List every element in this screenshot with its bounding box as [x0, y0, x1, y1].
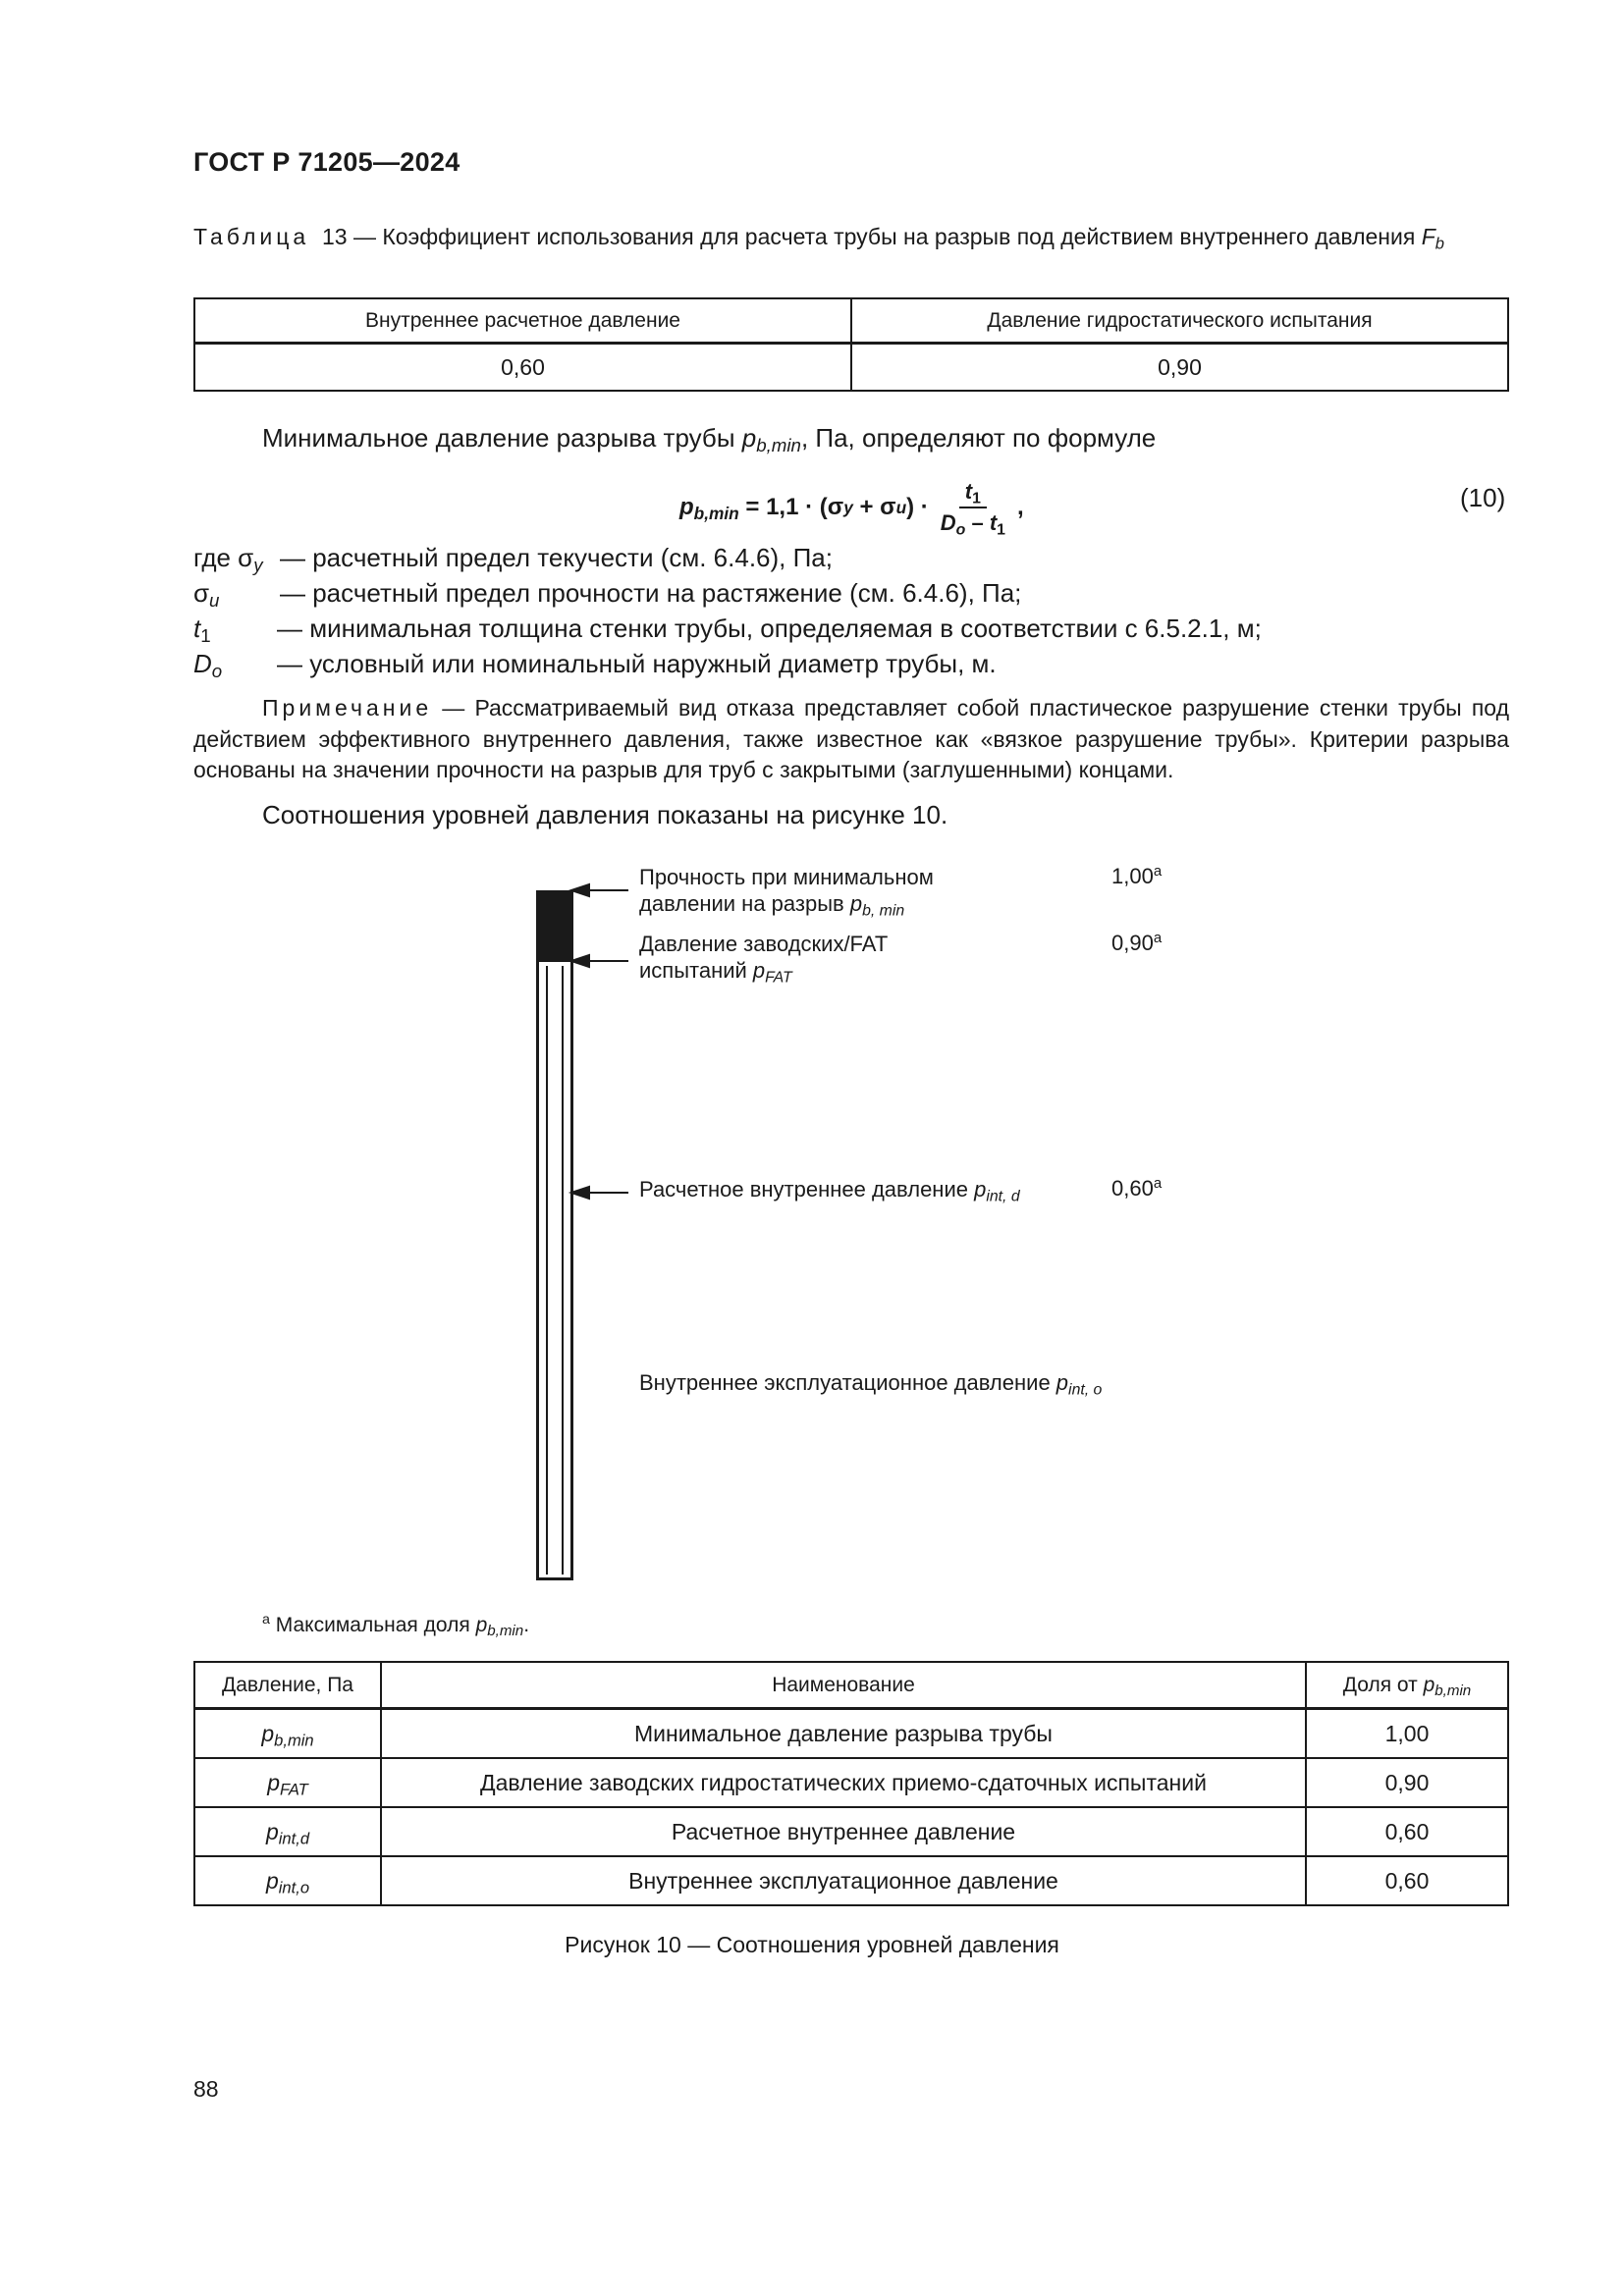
label-line: [639, 957, 888, 987]
table-row: [194, 1758, 1508, 1807]
footnote-text: Максимальная доля: [269, 1614, 476, 1636]
table-header-cell: Давление, Па: [194, 1662, 381, 1709]
variable-sub: b,min: [1435, 1682, 1472, 1699]
figure-value-design: [1111, 1176, 1162, 1201]
value-text: 1,00: [1111, 864, 1154, 888]
label-text: давлении на разрыв: [639, 891, 850, 917]
footnote-text: .: [523, 1614, 530, 1636]
variable: σ: [238, 543, 254, 572]
variable-sub: FAT: [765, 969, 792, 987]
variable-sub: 1: [972, 490, 981, 507]
footnote-mark: a: [1153, 862, 1163, 880]
variable: p: [261, 1720, 275, 1746]
footnote-mark: a: [1153, 929, 1163, 946]
variable: p: [752, 958, 766, 984]
variable-sub: 1: [200, 625, 211, 647]
table-cell: Минимальное давление разрыва трубы: [381, 1709, 1306, 1759]
table-cell: [194, 1709, 381, 1759]
formula-text: –: [965, 510, 990, 535]
header-text: Доля от: [1342, 1673, 1424, 1696]
variable-sub: y: [253, 555, 263, 576]
label-text: испытаний: [639, 958, 753, 984]
variable-sub: y: [843, 498, 853, 517]
equation-number: (10): [1460, 483, 1506, 512]
definition-text: — условный или номинальный наружный диаметр трубы, м.: [277, 649, 997, 678]
table-cell: Внутреннее эксплуатационное давление: [381, 1856, 1306, 1905]
table-cell: 0,60: [194, 344, 851, 392]
table-cell: [194, 1758, 381, 1807]
table-cell: 1,00: [1306, 1709, 1508, 1759]
figure-caption: Рисунок 10 — Соотношения уровней давления: [565, 1932, 1059, 1957]
variable-sub: FAT: [280, 1780, 308, 1799]
table-header-row: [194, 1662, 1508, 1709]
figure-reference-paragraph: Соотношения уровней давления показаны на рисунке 10.: [262, 800, 948, 829]
table-cell: 0,90: [1306, 1758, 1508, 1807]
variable: p: [267, 1769, 280, 1795]
figure-label-operating: [639, 1369, 1103, 1399]
text-span: , Па, определяют по формуле: [800, 423, 1157, 453]
page-number: 88: [193, 2076, 219, 2102]
figure-value-burst: [1111, 864, 1162, 889]
note-text: — Рассматриваемый вид отказа представляет собой пластическое разрушение стенки трубы под действием эффективного внутреннего давления, также известное как «вязкое разрушение трубы». Критерии разрыва основаны на значении прочности на разрыв для труб с закрытыми (заглушенными) концами.: [193, 695, 1509, 783]
variable-sub: b,min: [756, 435, 801, 456]
variable: t: [193, 614, 201, 643]
table-cell: Давление заводских гидростатических приемо-сдаточных испытаний: [381, 1758, 1306, 1807]
variable: p: [475, 1614, 488, 1636]
footnote-mark: a: [262, 1612, 270, 1629]
text-span: Минимальное давление разрыва трубы: [262, 423, 742, 453]
variable-sub: b,min: [487, 1623, 524, 1640]
arrow-head-icon: [571, 884, 589, 896]
figure-10-table: [193, 1661, 1509, 1906]
value-text: 0,90: [1111, 931, 1154, 955]
table-cell: 0,60: [1306, 1807, 1508, 1856]
table-title-variable-sub: b: [1435, 234, 1444, 253]
table-title-variable: F: [1421, 224, 1435, 249]
figure-footnote: [262, 1612, 530, 1640]
variable-sub: u: [895, 498, 907, 517]
variable: t: [964, 479, 973, 504]
definition-prefix: где: [193, 543, 239, 572]
table-label: Таблица: [193, 224, 310, 249]
label-line: [639, 890, 934, 920]
definition-text: — расчетный предел текучести (см. 6.4.6), Па;: [280, 543, 833, 572]
note-label: Примечание: [262, 695, 433, 721]
label-line: Давление заводских/FAT: [639, 932, 889, 956]
figure-value-fat: [1111, 931, 1162, 956]
definition-text: — минимальная толщина стенки трубы, определяемая в соответствии с 6.5.2.1, м;: [277, 614, 1262, 643]
arrow-head-icon: [571, 1187, 589, 1199]
table-cell: [194, 1807, 381, 1856]
table-row: [194, 1807, 1508, 1856]
variable-sub: u: [209, 590, 220, 612]
variable: σ: [880, 494, 896, 520]
figure-label-fat: [639, 931, 889, 987]
label-text: Расчетное внутреннее давление: [639, 1177, 975, 1201]
figure-label-burst: [639, 864, 934, 920]
variable: p: [1056, 1370, 1069, 1395]
variable: p: [974, 1177, 987, 1201]
table-row: [194, 1709, 1508, 1759]
variable-sub: o: [211, 661, 223, 682]
variable-sub: o: [955, 521, 966, 539]
variable: σ: [193, 578, 210, 608]
variable: p: [679, 494, 694, 520]
variable-sub: int, o: [1068, 1381, 1103, 1399]
variable-sub: b,min: [693, 503, 739, 523]
variable-sub: int, d: [986, 1188, 1020, 1205]
label-line: Прочность при минимальном: [639, 865, 934, 889]
arrow-head-icon: [571, 955, 589, 967]
variable: D: [940, 510, 956, 535]
formula-text: +: [852, 494, 881, 520]
label-text: Внутреннее эксплуатационное давление: [639, 1370, 1056, 1395]
table-cell: 0,90: [851, 344, 1508, 392]
formula-text: = 1,1 · (: [738, 494, 828, 520]
variable: σ: [827, 494, 844, 520]
variable: t: [989, 510, 998, 535]
value-text: 0,60: [1111, 1176, 1154, 1201]
table-row: [194, 1856, 1508, 1905]
table-header-cell: Наименование: [381, 1662, 1306, 1709]
footnote-mark: a: [1153, 1174, 1163, 1192]
table-cell: 0,60: [1306, 1856, 1508, 1905]
variable: p: [849, 891, 863, 917]
variable-sub: 1: [997, 521, 1005, 539]
formula-text: ,: [1016, 494, 1024, 520]
variable-sub: int,o: [278, 1878, 310, 1897]
variable-sub: b, min: [862, 902, 905, 920]
variable: p: [1423, 1673, 1435, 1696]
definition-text: — расчетный предел прочности на растяжение (см. 6.4.6), Па;: [280, 578, 1022, 608]
variable: D: [193, 649, 212, 678]
variable-sub: b,min: [274, 1731, 314, 1750]
table-title: 13 — Коэффициент использования для расчета трубы на разрыв под действием внутреннего давления: [321, 224, 1416, 249]
table-cell: Расчетное внутреннее давление: [381, 1807, 1306, 1856]
variable: p: [265, 1818, 279, 1844]
variable-sub: int,d: [278, 1829, 310, 1848]
variable: p: [741, 423, 757, 453]
table-header-cell: [1306, 1662, 1508, 1709]
variable: p: [265, 1867, 279, 1894]
formula-text: ) ·: [906, 494, 929, 520]
table-header-cell: Внутреннее расчетное давление: [194, 298, 851, 344]
table-header-cell: Давление гидростатического испытания: [851, 298, 1508, 344]
figure-label-design: [639, 1176, 1020, 1205]
document-header: ГОСТ Р 71205—2024: [193, 147, 460, 177]
table-cell: [194, 1856, 381, 1905]
